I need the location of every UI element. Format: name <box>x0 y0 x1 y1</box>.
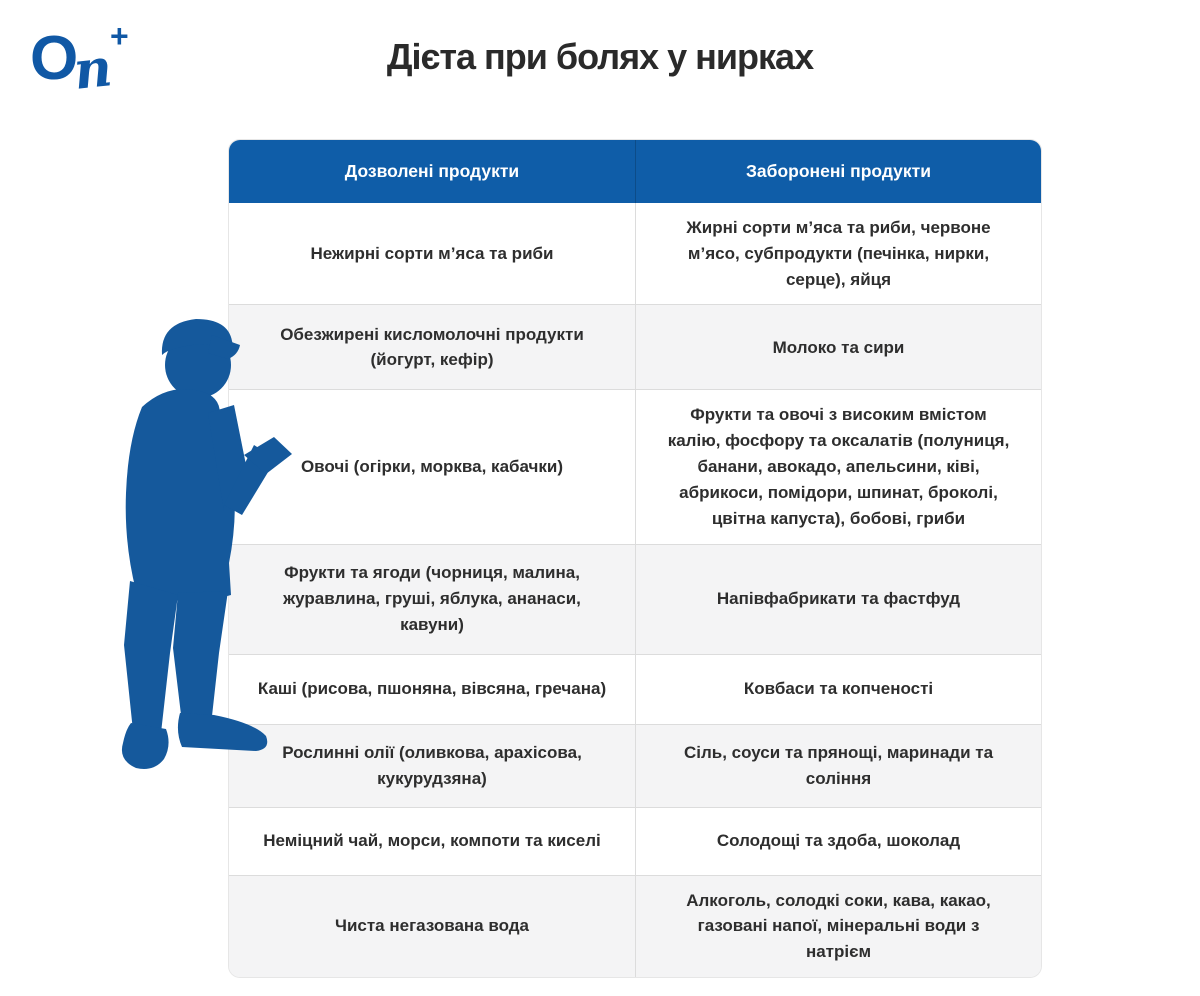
diet-table <box>228 139 1042 978</box>
table-header-row <box>229 140 1041 203</box>
logo-plus-icon: + <box>110 18 129 54</box>
forbidden-cell: Молоко та сири <box>635 305 1041 389</box>
forbidden-cell: Жирні сорти м’яса та риби, червоне м’ясо, субпродукти (печінка, нирки, серце), яйця <box>635 203 1041 304</box>
logo-letter-o: O <box>30 24 79 93</box>
forbidden-cell: Напівфабрикати та фастфуд <box>635 545 1041 654</box>
table-row <box>229 544 1041 654</box>
table-row <box>229 875 1041 977</box>
forbidden-products-header: Заборонені продукти <box>635 140 1041 203</box>
forbidden-cell: Ковбаси та копченості <box>635 655 1041 724</box>
forbidden-cell: Солодощі та здоба, шоколад <box>635 808 1041 875</box>
allowed-cell: Неміцний чай, морси, компоти та киселі <box>263 831 601 851</box>
allowed-products-header: Дозволені продукти <box>344 161 520 181</box>
forbidden-cell: Фрукти та овочі з високим вмістом калію, фосфору та оксалатів (полуниця, банани, авокадо, апельсини, ківі, абрикоси, помідори, шпинат, броколі, цвітна капуста), бобові, гриби <box>635 390 1041 543</box>
allowed-cell: Нежирні сорти м’яса та риби <box>310 243 554 263</box>
allowed-cell: Каші (рисова, пшоняна, вівсяна, гречана) <box>257 679 607 699</box>
table-row <box>229 807 1041 875</box>
page-title: Дієта при болях у нирках <box>386 36 814 77</box>
table-row <box>229 389 1041 543</box>
logo-letter-n: n <box>70 37 115 102</box>
table-row <box>229 304 1041 389</box>
allowed-cell: Чиста негазована вода <box>335 916 529 936</box>
forbidden-cell: Алкоголь, солодкі соки, кава, какао, газовані напої, мінеральні води з натрієм <box>635 876 1041 977</box>
allowed-cell: Овочі (огірки, морква, кабачки) <box>300 457 564 477</box>
table-body <box>229 203 1041 977</box>
table-row <box>229 203 1041 304</box>
allowed-cell: Фрукти та ягоди (чорниця, малина, журавлина, груші, яблука, ананаси, кавуни) <box>283 563 581 635</box>
allowed-cell: Рослинні олії (оливкова, арахісова, кукурудзяна) <box>282 742 582 788</box>
table-row <box>229 724 1041 807</box>
forbidden-cell: Сіль, соуси та прянощі, маринади та соління <box>635 725 1041 807</box>
allowed-cell: Обезжирені кисломолочні продукти (йогурт, кефір) <box>280 324 584 370</box>
table-row <box>229 654 1041 724</box>
